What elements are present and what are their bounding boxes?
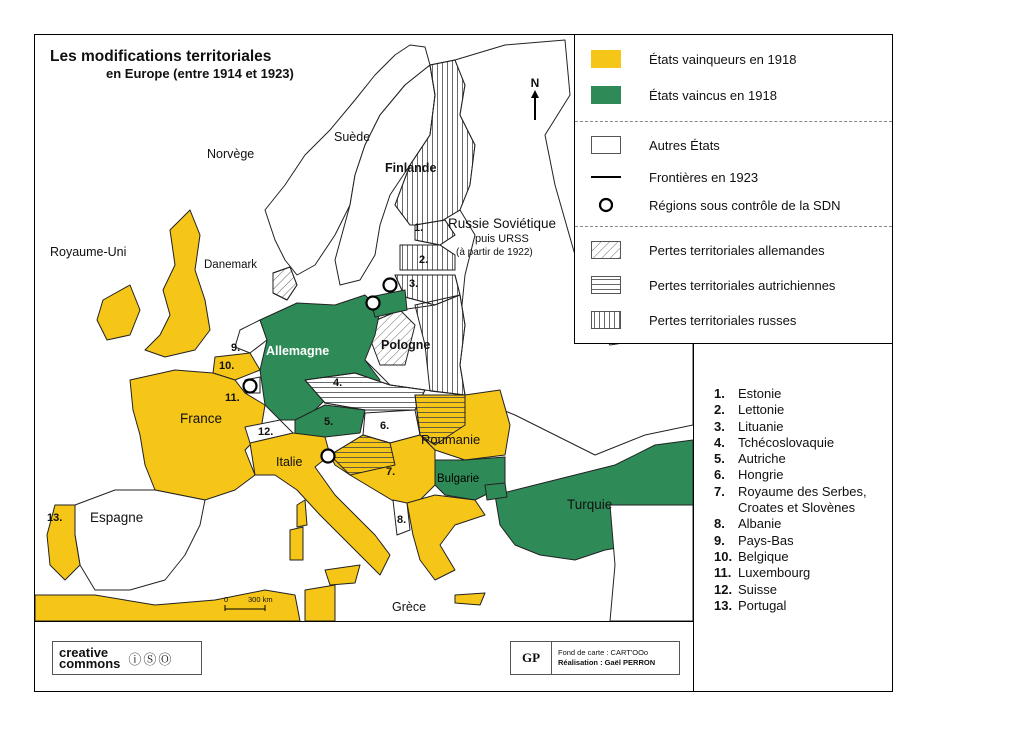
label-grece: Grèce (392, 600, 427, 614)
label-bulgarie: Bulgarie (437, 473, 480, 485)
list-number: 9. (714, 532, 725, 548)
legend-label-sdn: Régions sous contrôle de la SDN (649, 197, 841, 213)
label-roumanie: Roumanie (421, 432, 481, 447)
north-arrow-icon (530, 90, 540, 120)
label-allemagne: Allemagne (266, 344, 330, 358)
legend-swatch-sdn (591, 196, 621, 214)
list-name: Albanie (738, 516, 782, 532)
label-turquie: Turquie (567, 497, 613, 512)
map-number-7: 7. (386, 466, 396, 478)
label-russie-2: puis URSS (475, 233, 529, 245)
list-item (714, 516, 888, 532)
legend-row-losers (591, 85, 777, 105)
sdn-marker-sarre (244, 380, 257, 393)
credits-box (510, 641, 680, 675)
legend-divider (575, 226, 892, 227)
list-number: 6. (714, 467, 725, 483)
legend-label-borders: Frontières en 1923 (649, 169, 759, 185)
list-item (714, 582, 888, 598)
list-item (714, 467, 888, 483)
legend-label-winners: États vainqueurs en 1918 (649, 51, 797, 67)
list-item (714, 451, 888, 467)
north-label: N (530, 76, 540, 90)
cc-wordmark (59, 647, 120, 669)
list-number: 10. (714, 548, 733, 564)
legend-label-austrian-losses: Pertes territoriales autrichiennes (649, 277, 836, 293)
sdn-marker-danzig (367, 297, 380, 310)
label-royaume-uni: Royaume-Uni (50, 245, 127, 259)
legend-row-borders (591, 167, 758, 187)
map-number-3: 3. (409, 278, 419, 290)
list-name: Royaume des Serbes, Croates et Slovènes (738, 483, 867, 516)
legend-row-austrian-losses (591, 275, 835, 295)
cc-license-icons: ⓘⓈⓄ (128, 651, 174, 667)
list-number: 1. (714, 386, 725, 401)
list-name: Luxembourg (738, 565, 811, 581)
list-name: Hongrie (738, 467, 784, 483)
map-title: Les modifications territoriales (50, 48, 272, 65)
list-name: Estonie (738, 386, 782, 401)
sdn-marker-memel (384, 279, 397, 292)
list-number: 4. (714, 434, 725, 450)
list-item (714, 533, 888, 549)
list-number: 3. (714, 418, 725, 434)
label-italie: Italie (276, 455, 303, 469)
list-name: Portugal (738, 597, 787, 613)
cc-line-2: commons (59, 656, 121, 671)
list-item (714, 435, 888, 451)
map-number-6: 6. (380, 420, 390, 432)
cc-line-1: creative (59, 645, 109, 660)
numbered-country-list (714, 386, 888, 614)
list-item (714, 565, 888, 581)
list-number: 2. (714, 402, 725, 418)
sdn-circle-icon (598, 197, 614, 213)
scale-distance-label: 300 km (248, 595, 273, 604)
list-item (714, 419, 888, 435)
label-norvege: Norvège (207, 147, 255, 161)
list-number: 5. (714, 451, 725, 467)
map-number-11: 11. (225, 392, 240, 404)
list-name: Pays-Bas (738, 532, 794, 548)
label-danemark: Danemark (204, 259, 258, 271)
creative-commons-badge (52, 641, 202, 675)
label-finlande: Finlande (385, 161, 437, 175)
list-name: Autriche (738, 451, 786, 467)
list-number: 13. (714, 597, 733, 613)
credit-realisation: Réalisation : Gaël PERRON (558, 658, 656, 667)
credit-fond: Fond de carte : CART'OOo (558, 648, 649, 657)
label-france: France (180, 411, 223, 426)
legend-swatch-others (591, 136, 621, 154)
legend-swatch-winners (591, 50, 621, 68)
country-royaume-uni (145, 210, 210, 357)
map-subtitle: en Europe (entre 1914 et 1923) (106, 66, 294, 81)
legend-label-german-losses: Pertes territoriales allemandes (649, 242, 825, 258)
map-number-4: 4. (333, 377, 343, 389)
sdn-marker-fiume (322, 450, 335, 463)
legend-row-others (591, 135, 720, 155)
legend-row-winners (591, 49, 796, 69)
legend-label-russian-losses: Pertes territoriales russes (649, 312, 797, 328)
legend-row-sdn (591, 195, 841, 215)
list-item (714, 402, 888, 418)
legend (574, 34, 893, 344)
list-item (714, 549, 888, 565)
list-name: Belgique (738, 548, 789, 564)
legend-swatch-austrian-losses (591, 276, 621, 294)
country-espagne (75, 490, 205, 590)
legend-divider (575, 121, 892, 122)
footer-divider (34, 621, 693, 622)
list-item (714, 598, 888, 614)
list-name: Lettonie (738, 402, 785, 418)
country-grece (407, 495, 485, 580)
list-number: 12. (714, 581, 733, 597)
legend-swatch-russian-losses (591, 311, 621, 329)
credits-text (552, 648, 655, 668)
map-number-1: 1. (414, 222, 424, 234)
list-item (714, 386, 888, 402)
list-item (714, 484, 888, 517)
list-number: 7. (714, 483, 725, 499)
list-name: Lituanie (738, 418, 784, 434)
map-number-13: 13. (47, 512, 63, 524)
legend-row-german-losses (591, 240, 825, 260)
map-number-8: 8. (397, 514, 407, 526)
map-number-2: 2. (419, 254, 429, 266)
legend-swatch-german-losses (591, 241, 621, 259)
label-russie-1: Russie Soviétique (448, 216, 557, 231)
map-number-12: 12. (258, 426, 274, 438)
list-name: Suisse (738, 581, 778, 597)
label-suede: Suède (334, 130, 371, 144)
legend-label-losers: États vaincus en 1918 (649, 87, 777, 103)
list-name: Tchécoslovaquie (738, 434, 835, 450)
list-number: 8. (714, 516, 725, 532)
map-number-5: 5. (324, 416, 334, 428)
legend-row-russian-losses (591, 310, 796, 330)
scale-zero-label: 0 (224, 595, 229, 604)
legend-swatch-borders (591, 176, 621, 178)
author-initials: GP (511, 642, 552, 674)
label-pologne: Pologne (381, 338, 431, 352)
label-russie-3: (à partir de 1922) (456, 247, 533, 258)
legend-label-others: Autres États (649, 137, 720, 153)
label-espagne: Espagne (90, 510, 144, 525)
map-number-10: 10. (219, 360, 235, 372)
north-arrow (530, 76, 540, 123)
legend-swatch-losers (591, 86, 621, 104)
map-number-9: 9. (231, 342, 241, 354)
column-divider (693, 344, 694, 692)
list-number: 11. (714, 565, 732, 581)
country-irlande (97, 285, 140, 340)
